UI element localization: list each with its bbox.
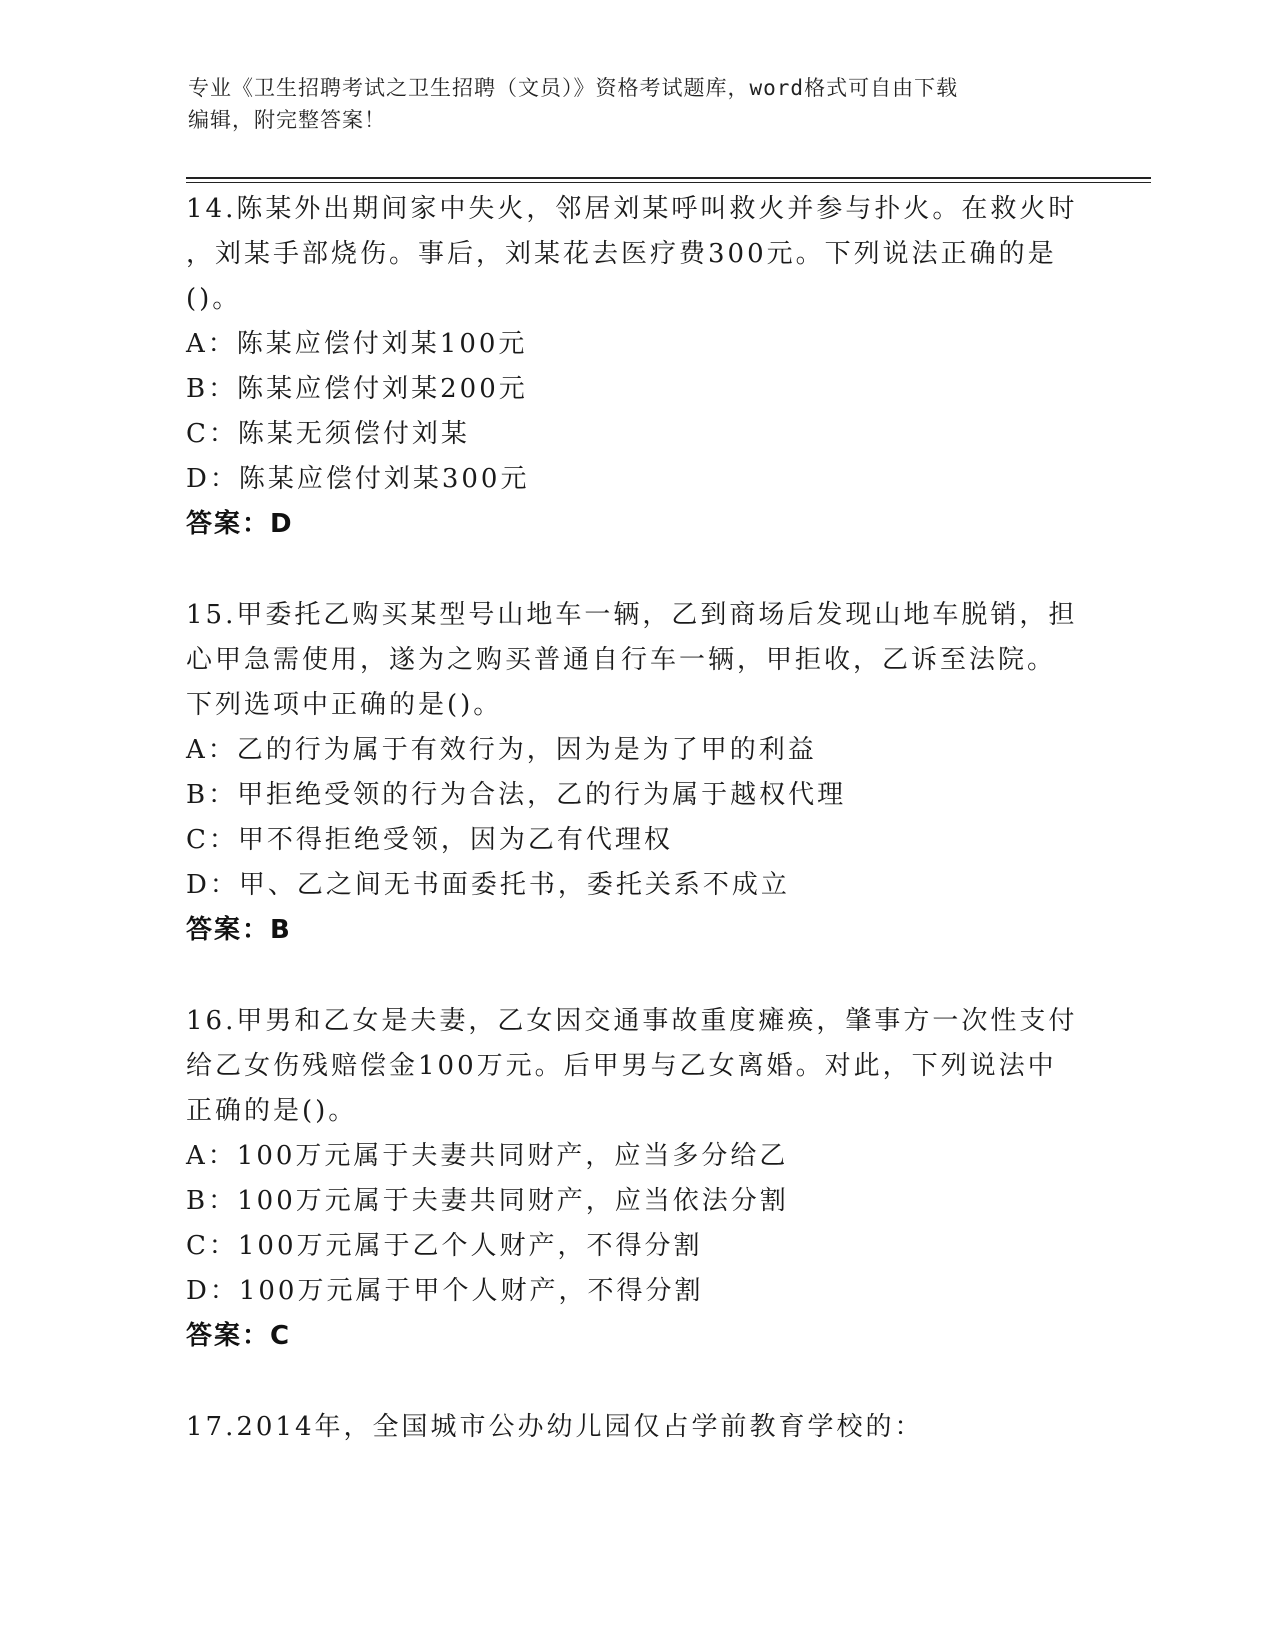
option-d: D：陈某应偿付刘某300元 [186, 464, 530, 494]
option-d: D：甲、乙之间无书面委托书，委托关系不成立 [186, 870, 790, 900]
question-17 [186, 1405, 1086, 1450]
question-stem-line: 心甲急需使用，遂为之购买普通自行车一辆，甲拒收，乙诉至法院。 [186, 645, 1057, 675]
option-a: A：陈某应偿付刘某100元 [186, 329, 528, 359]
answer-label: 答案：B [186, 915, 292, 945]
question-spacer [186, 547, 1086, 593]
option-b: B：陈某应偿付刘某200元 [186, 374, 528, 404]
header-divider-thick [186, 177, 1151, 179]
answer-label: 答案：D [186, 509, 294, 539]
header-line-1: 专业《卫生招聘考试之卫生招聘（文员）》资格考试题库，word格式可自由下载 [188, 76, 959, 100]
question-15 [186, 593, 1086, 953]
question-stem-line: 17.2014年，全国城市公办幼儿园仅占学前教育学校的： [186, 1412, 924, 1442]
question-stem-line: ()。 [186, 284, 242, 314]
header-divider-thin [186, 182, 1151, 183]
question-stem-line: 正确的是()。 [186, 1096, 358, 1126]
option-d: D：100万元属于甲个人财产，不得分割 [186, 1276, 704, 1306]
option-a: A：100万元属于夫妻共同财产，应当多分给乙 [186, 1141, 789, 1171]
question-14 [186, 187, 1086, 547]
option-b: B：100万元属于夫妻共同财产，应当依法分割 [186, 1186, 789, 1216]
option-b: B：甲拒绝受领的行为合法，乙的行为属于越权代理 [186, 780, 847, 810]
question-16 [186, 999, 1086, 1359]
answer-label: 答案：C [186, 1321, 292, 1351]
option-c: C：甲不得拒绝受领，因为乙有代理权 [186, 825, 673, 855]
option-c: C：陈某无须偿付刘某 [186, 419, 470, 449]
option-c: C：100万元属于乙个人财产，不得分割 [186, 1231, 703, 1261]
question-list [186, 187, 1086, 1450]
question-spacer [186, 1359, 1086, 1405]
question-stem-line: ，刘某手部烧伤。事后，刘某花去医疗费300元。下列说法正确的是 [186, 239, 1057, 269]
question-stem-line: 14.陈某外出期间家中失火，邻居刘某呼叫救火并参与扑火。在救火时 [186, 194, 1078, 224]
question-spacer [186, 953, 1086, 999]
question-stem-line: 16.甲男和乙女是夫妻，乙女因交通事故重度瘫痪，肇事方一次性支付 [186, 1006, 1078, 1036]
document-header [188, 72, 1068, 136]
question-stem-line: 15.甲委托乙购买某型号山地车一辆，乙到商场后发现山地车脱销，担 [186, 600, 1078, 630]
option-a: A：乙的行为属于有效行为，因为是为了甲的利益 [186, 735, 817, 765]
question-stem-line: 给乙女伤残赔偿金100万元。后甲男与乙女离婚。对此，下列说法中 [186, 1051, 1057, 1081]
question-stem-line: 下列选项中正确的是()。 [186, 690, 503, 720]
header-line-2: 编辑，附完整答案！ [188, 108, 386, 132]
